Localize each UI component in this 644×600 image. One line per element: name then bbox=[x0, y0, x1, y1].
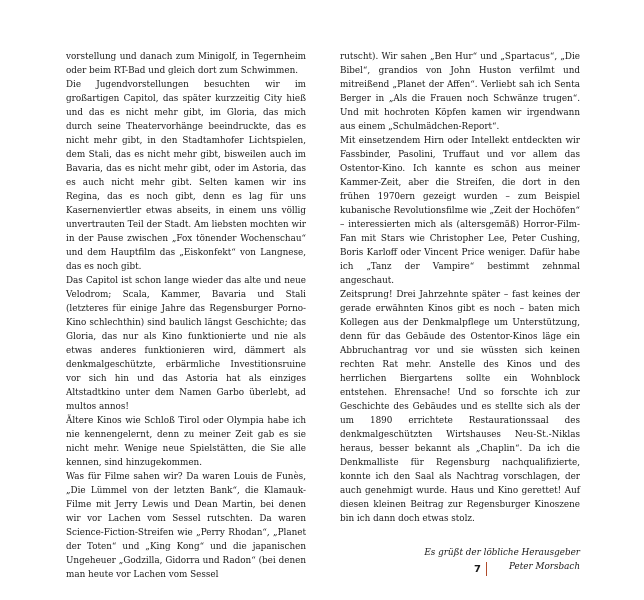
signature-line: Es grüßt der löbliche Herausgeber bbox=[424, 548, 580, 558]
paragraph: Das Capitol ist schon lange wieder das alte und neue Velodrom; Scala, Kammer, Bavaria und Stali (letzteres für einige Jahre das Regensburger Porno-Kino schlechthin) sind baulich längst Geschichte; das Gloria, das nur als Kino funktionierte und nie als etwas anderes funktionieren wird, dämmert als denkmalgeschützte, erbärmliche Investitionsruine vor sich hin und das Astoria hat als einziges Altstadtkino unter dem Namen Garbo überlebt, ad multos annos! bbox=[66, 276, 306, 412]
paragraph: Was für Filme sahen wir? Da waren Louis de Funès, „Die Lümmel von der letzten Bank“, die Klamauk-Filme mit Jerry Lewis und Dean Martin, bei denen wir vor Lachen vom Sessel rutschten. Da waren Science-Fiction-Streifen wie „Perry Rhodan“, „Planet der Toten“ und „King Kong“ und die japanischen Ungeheuer „Godzilla, Gidorra und Radon“ (bei denen man heute vor Lachen vom Sessel bbox=[66, 472, 306, 580]
left-column bbox=[66, 50, 306, 582]
paragraph: rutscht). Wir sahen „Ben Hur“ und „Spartacus“, „Die Bibel“, grandios von John Huston verfilmt und mitreißend „Planet der Affen“. Verliebt sah ich Senta Berger in „Als die Frauen noch Schwänze trugen“. Und mit hochroten Köpfen kamen wir irgendwann aus einem „Schulmädchen-Report“. bbox=[340, 52, 580, 132]
paragraph: Mit einsetzendem Hirn oder Intellekt entdeckten wir Fassbinder, Pasolini, Truffaut und vor allem das Ostentor-Kino. Ich kannte es schon aus meiner Kammer-Zeit, aber die Streifen, die dort in den frühen 1970ern gezeigt wurden – zum Beispiel kubanische Revolutionsfilme wie „Zeit der Hochöfen“ – interessierten mich als (altersgemäß) Horror-Film-Fan mit Stars wie Christopher Lee, Peter Cushing, Boris Karloff oder Vincent Price weniger. Dafür habe ich „Tanz der Vampire“ bestimmt zehnmal angeschaut. bbox=[340, 136, 580, 286]
signature-name: Peter Morsbach bbox=[509, 562, 580, 572]
paragraph: vorstellung und danach zum Minigolf, in Tegernheim oder beim RT-Bad und gleich dort zum Schwimmen. bbox=[66, 52, 306, 76]
page-number: 7 bbox=[474, 564, 481, 575]
page-number-divider bbox=[486, 562, 487, 576]
paragraph: Zeitsprung! Drei Jahrzehnte später – fast keines der gerade erwähnten Kinos gibt es noch – baten mich Kollegen aus der Denkmalpflege um Unterstützung, denn für das Gebäude des Ostentor-Kinos läge ein Abbruchantrag vor und sie wüssten sich keinen rechten Rat mehr. Anstelle des Kinos und des herrlichen Biergartens sollte ein Wohnblock entstehen. Ehrensache! Und so forschte ich zur Geschichte des Gebäudes und es stellte sich als der um 1890 errichtete Restaurationssaal des denkmalgeschützten Wirtshauses Neu-St.-Niklas heraus, besser bekannt als „Chaplin“. Da ich die Denkmalliste für Regensburg nachqualifizierte, konnte ich den Saal als Nachtrag vorschlagen, der auch genehmigt wurde. Haus und Kino gerettet! Auf diesen kleinen Beitrag zur Regensburger Kinoszene bin ich dann doch etwas stolz. bbox=[340, 290, 580, 524]
paragraph: Ältere Kinos wie Schloß Tirol oder Olympia habe ich nie kennengelernt, denn zu meiner Zeit gab es sie nicht mehr. Wenige neue Spielstätten, die Sie alle kennen, sind hinzugekommen. bbox=[66, 416, 306, 468]
right-column bbox=[340, 50, 580, 574]
paragraph: Die Jugendvorstellungen besuchten wir im großartigen Capitol, das später kurzzeitig City hieß und das es nicht mehr gibt, im Gloria, das mich durch seine Theatervorhänge beeindruckte, das es nicht mehr gibt, in den Stadtamhofer Lichtspielen, dem Stali, das es nicht mehr gibt, bisweilen auch im Bavaria, das es nicht mehr gibt, oder im Astoria, das es auch nicht mehr gibt. Selten kamen wir ins Regina, das es noch gibt, denn es lag für uns Kasernenviertler etwas abseits, in einem uns völlig unvertrauten Teil der Stadt. Am liebsten mochten wir in der Pause zwischen „Fox tönender Wochenschau“ und dem Hauptfilm das „Eiskonfekt“ von Langnese, das es noch gibt. bbox=[66, 80, 306, 272]
signature bbox=[340, 546, 580, 574]
